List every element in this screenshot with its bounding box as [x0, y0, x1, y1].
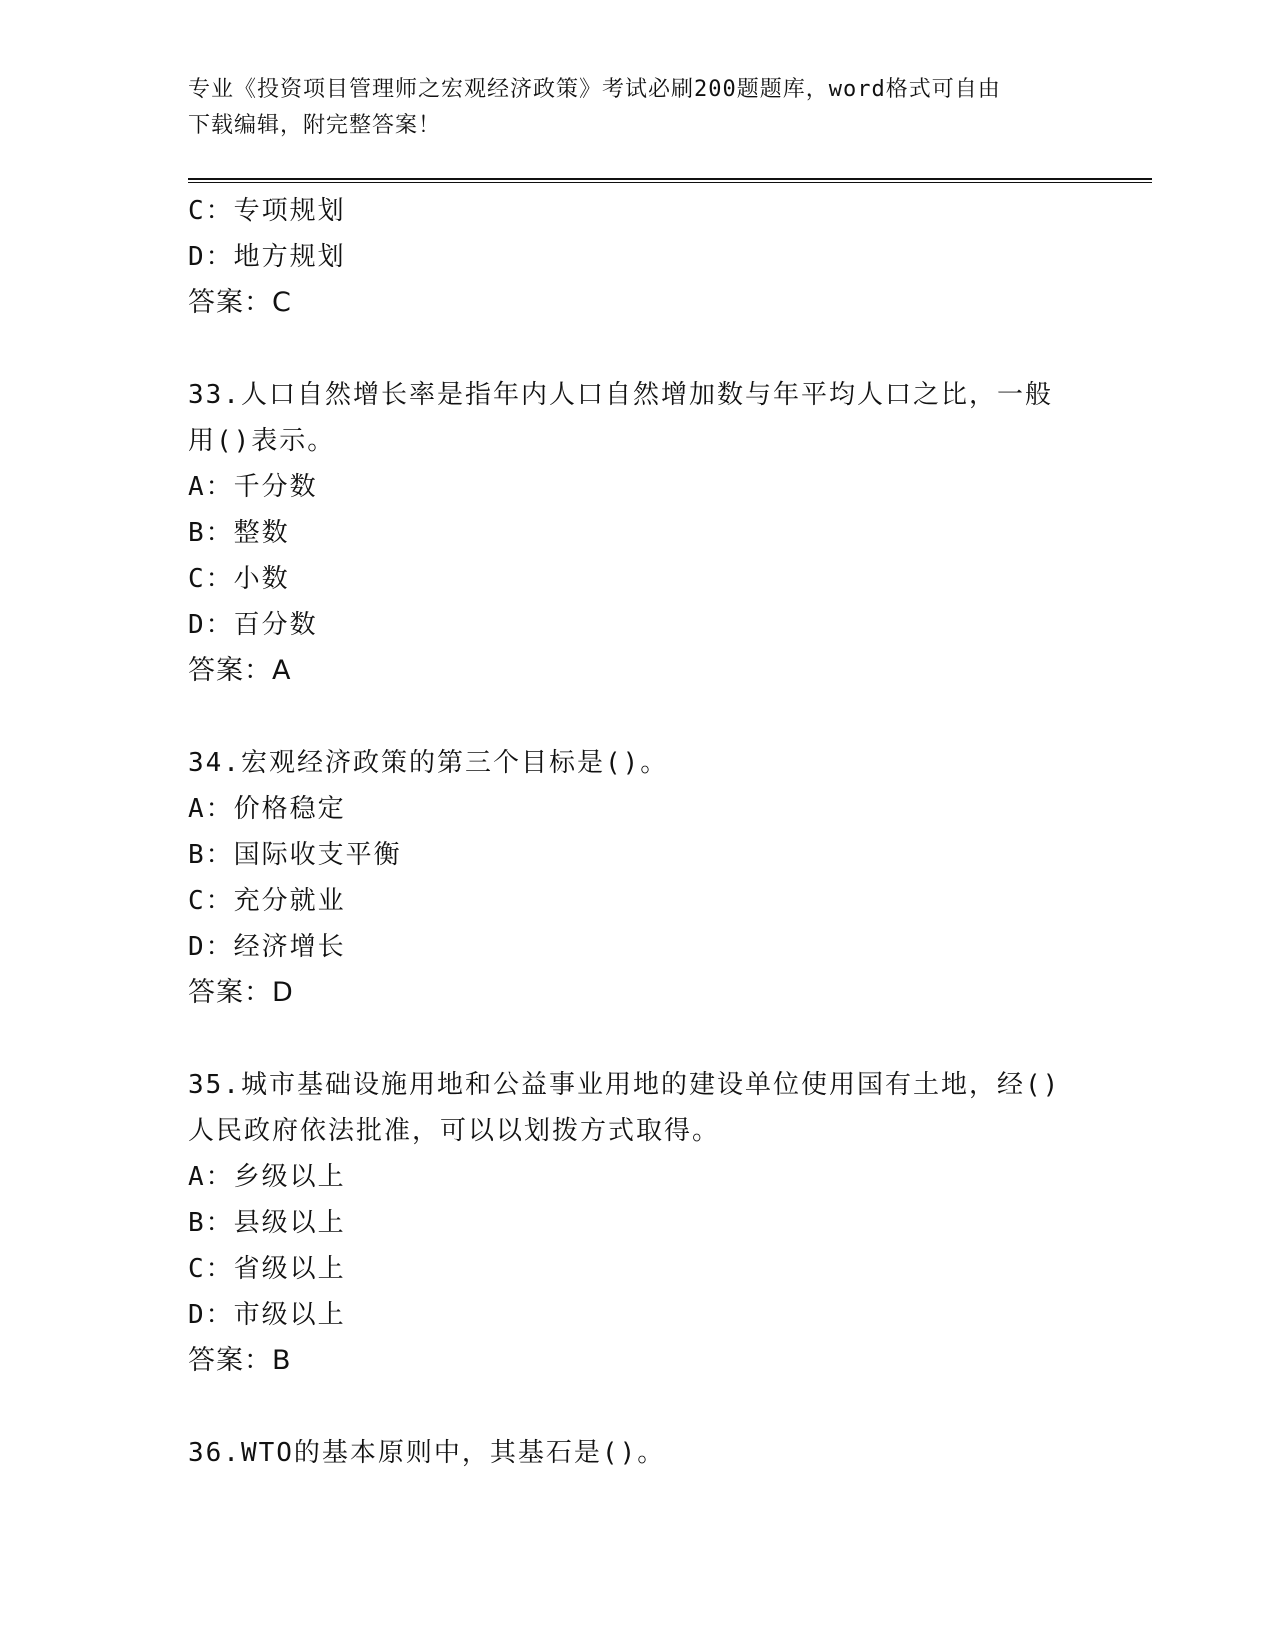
question-list — [188, 188, 1088, 1476]
option-d: D：地方规划 — [188, 242, 346, 272]
question-stem: 35.城市基础设施用地和公益事业用地的建设单位使用国有土地，经() — [188, 1070, 1061, 1100]
option-b: B：国际收支平衡 — [188, 840, 402, 870]
option-a: A：价格稳定 — [188, 794, 346, 824]
option-a: A：乡级以上 — [188, 1162, 346, 1192]
spacer — [188, 694, 1088, 740]
option-c: C：省级以上 — [188, 1254, 346, 1284]
option-c: C：小数 — [188, 564, 290, 594]
option-d: D：百分数 — [188, 610, 318, 640]
option-c: C：专项规划 — [188, 196, 346, 226]
question-stem: 34.宏观经济政策的第三个目标是()。 — [188, 748, 669, 778]
question-stem-cont: 人民政府依法批准，可以以划拨方式取得。 — [188, 1116, 721, 1146]
header-divider — [188, 178, 1152, 183]
option-b: B：县级以上 — [188, 1208, 346, 1238]
answer-text: 答案：D — [188, 977, 294, 1008]
option-d: D：市级以上 — [188, 1300, 346, 1330]
question-block-34 — [188, 740, 1088, 1016]
header-title-line-1: 专业《投资项目管理师之宏观经济政策》考试必刷200题题库，word格式可自由 — [188, 77, 1001, 102]
question-block-36 — [188, 1430, 1088, 1476]
answer-text: 答案：B — [188, 1345, 292, 1376]
question-stem: 33.人口自然增长率是指年内人口自然增加数与年平均人口之比，一般 — [188, 380, 1053, 410]
header-title-line-2: 下载编辑，附完整答案！ — [188, 113, 442, 138]
document-header — [188, 72, 1068, 144]
question-block-prev — [188, 188, 1088, 326]
answer-text: 答案：A — [188, 655, 292, 686]
option-a: A：千分数 — [188, 472, 318, 502]
question-block-33 — [188, 372, 1088, 694]
option-b: B：整数 — [188, 518, 290, 548]
option-c: C：充分就业 — [188, 886, 346, 916]
answer-text: 答案：C — [188, 287, 292, 318]
spacer — [188, 1384, 1088, 1430]
option-d: D：经济增长 — [188, 932, 346, 962]
question-block-35 — [188, 1062, 1088, 1384]
spacer — [188, 1016, 1088, 1062]
question-stem-cont: 用()表示。 — [188, 426, 336, 456]
spacer — [188, 326, 1088, 372]
question-stem: 36.WTO的基本原则中，其基石是()。 — [188, 1438, 666, 1468]
